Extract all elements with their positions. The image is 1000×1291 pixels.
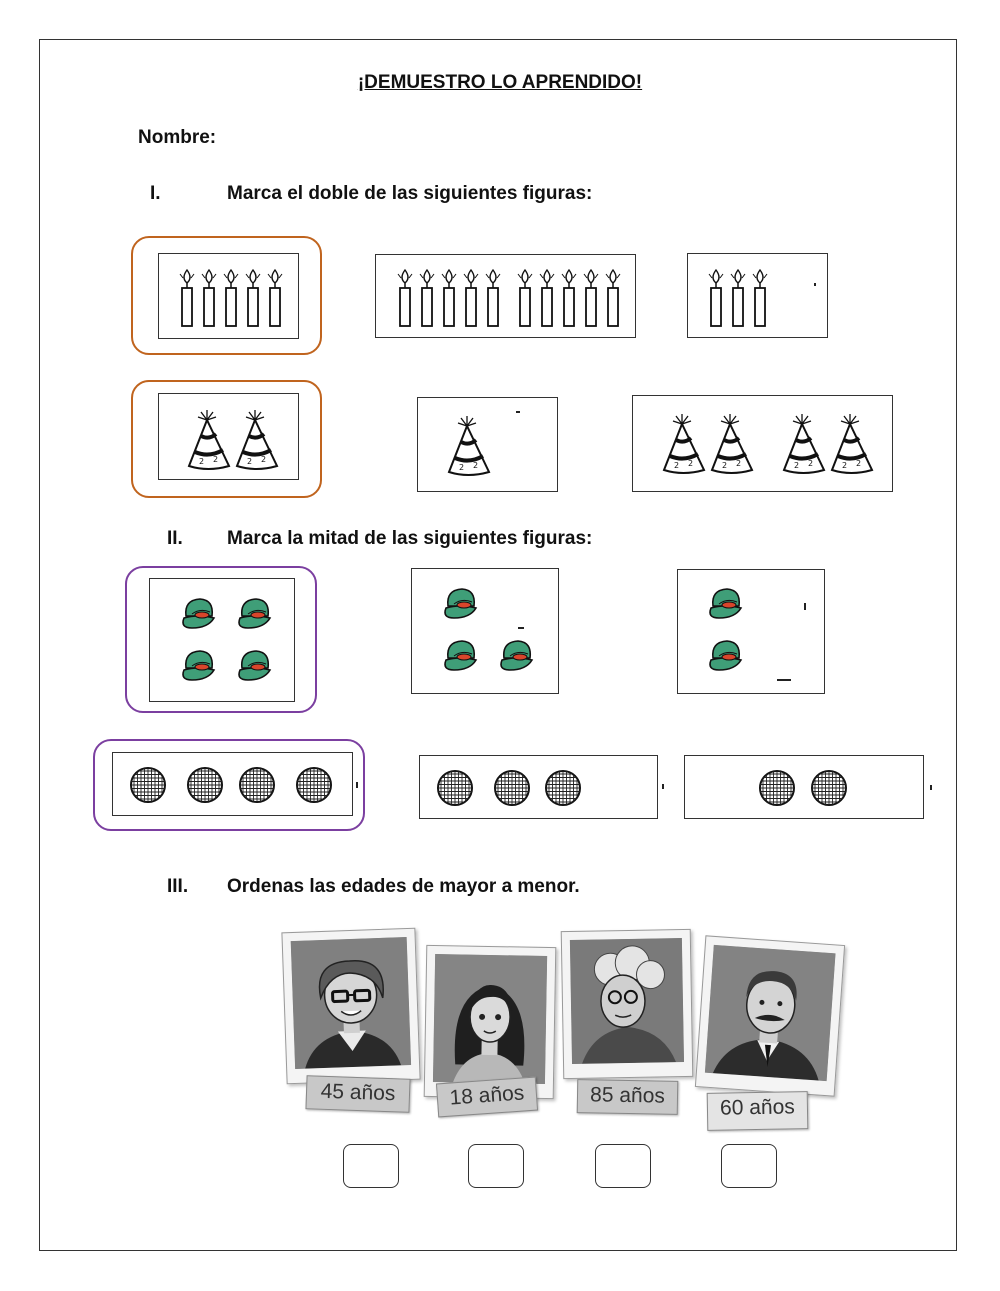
- candles-group: [396, 268, 506, 330]
- cap-icon: [234, 594, 274, 634]
- age-label-45: 45 años: [305, 1075, 410, 1113]
- party-hats-group: [660, 412, 756, 476]
- cap-icon: [440, 636, 480, 676]
- section-1-number: I.: [150, 183, 161, 204]
- answer-box-3[interactable]: [595, 1144, 651, 1188]
- stray-mark: [518, 627, 524, 629]
- grid-ball-icon: [493, 769, 531, 807]
- svg-text:2: 2: [459, 463, 465, 472]
- man-mustache-portrait: [705, 945, 836, 1081]
- grid-ball-icon: [129, 766, 167, 804]
- grid-ball-icon: [186, 766, 224, 804]
- photo-elderly-woman: [561, 929, 694, 1079]
- party-hats-group: [445, 414, 493, 478]
- photo-man-mustache: [695, 935, 845, 1096]
- party-hats-group: [780, 412, 876, 476]
- caps-box-3[interactable]: [411, 568, 559, 694]
- cap-icon: [496, 636, 536, 676]
- candles-group: [178, 268, 288, 330]
- svg-text:2: 2: [736, 459, 742, 468]
- grid-ball-icon: [544, 769, 582, 807]
- stray-mark: [814, 283, 816, 286]
- svg-text:2: 2: [247, 457, 253, 466]
- age-label-18: 18 años: [436, 1077, 538, 1118]
- balls-box-2[interactable]: [684, 755, 924, 819]
- svg-text:2: 2: [199, 457, 205, 466]
- section-2-number: II.: [167, 528, 183, 549]
- section-3-number: III.: [167, 876, 189, 897]
- svg-text:2: 2: [261, 455, 267, 464]
- page-title: ¡DEMUESTRO LO APRENDIDO!: [357, 72, 643, 93]
- stray-mark: [804, 603, 806, 610]
- age-label-60: 60 años: [707, 1091, 809, 1131]
- selection-ring: [125, 566, 317, 713]
- photo-young-woman: [424, 945, 557, 1099]
- svg-text:2: 2: [213, 455, 219, 464]
- svg-text:2: 2: [842, 461, 848, 470]
- cap-icon: [440, 584, 480, 624]
- grid-ball-icon: [295, 766, 333, 804]
- candles-group: [516, 268, 626, 330]
- stray-mark: [356, 782, 358, 788]
- svg-text:2: 2: [794, 461, 800, 470]
- young-woman-portrait: [433, 954, 547, 1084]
- section-1-instruction: Marca el doble de las siguientes figuras:: [227, 183, 593, 204]
- answer-box-4[interactable]: [721, 1144, 777, 1188]
- grid-ball-icon: [810, 769, 848, 807]
- name-label: Nombre:: [138, 127, 217, 148]
- answer-box-2[interactable]: [468, 1144, 524, 1188]
- stray-mark: [516, 411, 520, 413]
- section-2-instruction: Marca la mitad de las siguientes figuras:: [227, 528, 593, 549]
- stray-mark: [777, 679, 791, 681]
- svg-text:2: 2: [674, 461, 680, 470]
- woman-glasses-portrait: [291, 937, 411, 1069]
- cap-icon: [178, 594, 218, 634]
- cap-icon: [178, 646, 218, 686]
- age-label-85: 85 años: [577, 1079, 679, 1115]
- svg-text:2: 2: [722, 461, 728, 470]
- svg-text:2: 2: [808, 459, 814, 468]
- cap-icon: [234, 646, 274, 686]
- candles-group: [707, 268, 773, 330]
- svg-text:2: 2: [688, 459, 694, 468]
- grid-ball-icon: [238, 766, 276, 804]
- caps-box-2[interactable]: [677, 569, 825, 694]
- grid-ball-icon: [436, 769, 474, 807]
- stray-mark: [930, 785, 932, 790]
- answer-box-1[interactable]: [343, 1144, 399, 1188]
- cap-icon: [705, 636, 745, 676]
- cap-icon: [705, 584, 745, 624]
- grid-ball-icon: [758, 769, 796, 807]
- elderly-woman-portrait: [570, 938, 684, 1064]
- section-3-instruction: Ordenas las edades de mayor a menor.: [227, 876, 580, 897]
- stray-mark: [662, 784, 664, 789]
- party-hats-group: [185, 408, 281, 472]
- photo-woman-glasses: [281, 928, 420, 1085]
- svg-text:2: 2: [856, 459, 862, 468]
- svg-text:2: 2: [473, 461, 479, 470]
